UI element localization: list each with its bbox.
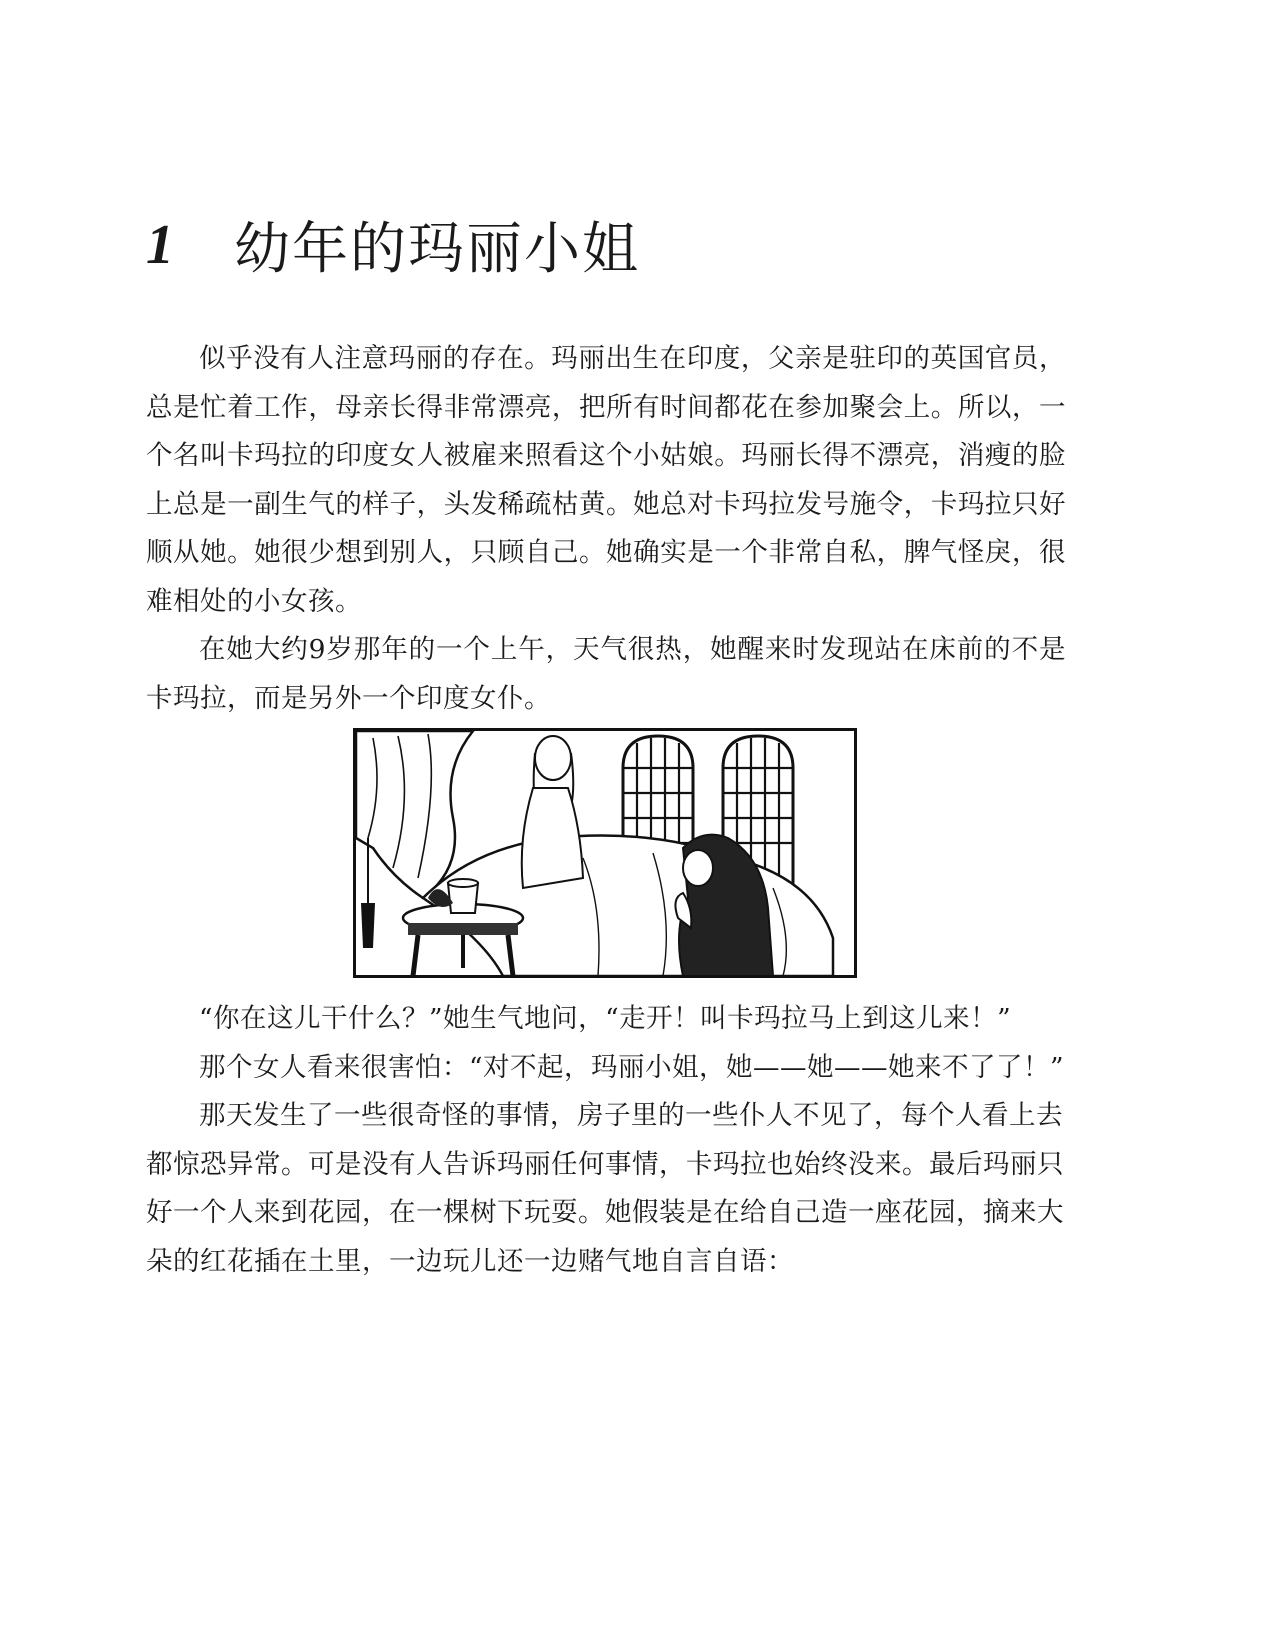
chapter-number: 1 [146,214,174,276]
chapter-heading [146,200,640,290]
body-text-bottom [146,995,1066,1286]
paragraph-4: 那个女人看来很害怕：“对不起，玛丽小姐，她——她——她来不了了！” [199,1051,1065,1083]
chapter-title: 幼年的玛丽小姐 [234,217,640,282]
paragraph-5: 那天发生了一些很奇怪的事情，房子里的一些仆人不见了，每个人看上去都惊恐异常。可是没有人告诉玛丽任何事情，卡玛拉也始终没来。最后玛丽只好一个人来到花园，在一棵树下玩耍。她假装是在给自己造一座花园，摘来大朵的红花插在土里，一边玩儿还一边赌气地自言自语： [146,1100,1064,1277]
bedroom-scene-illustration [353,728,857,978]
paragraph-3: “你在这儿干什么？”她生气地问，“走开！叫卡玛拉马上到这儿来！” [199,1003,1012,1034]
paragraph-2: 在她大约9岁那年的一个上午，天气很热，她醒来时发现站在床前的不是卡玛拉，而是另外一个印度女仆。 [146,634,1066,714]
body-text-top [146,335,1066,723]
paragraph-1: 似乎没有人注意玛丽的存在。玛丽出生在印度，父亲是驻印的英国官员，总是忙着工作，母亲长得非常漂亮，把所有时间都花在参加聚会上。所以，一个名叫卡玛拉的印度女人被雇来照看这个小姑娘。玛丽长得不漂亮，消瘦的脸上总是一副生气的样子，头发稀疏枯黄。她总对卡玛拉发号施令，卡玛拉只好顺从她。她很少想到别人，只顾自己。她确实是一个非常自私，脾气怪戾，很难相处的小女孩。 [146,343,1066,617]
